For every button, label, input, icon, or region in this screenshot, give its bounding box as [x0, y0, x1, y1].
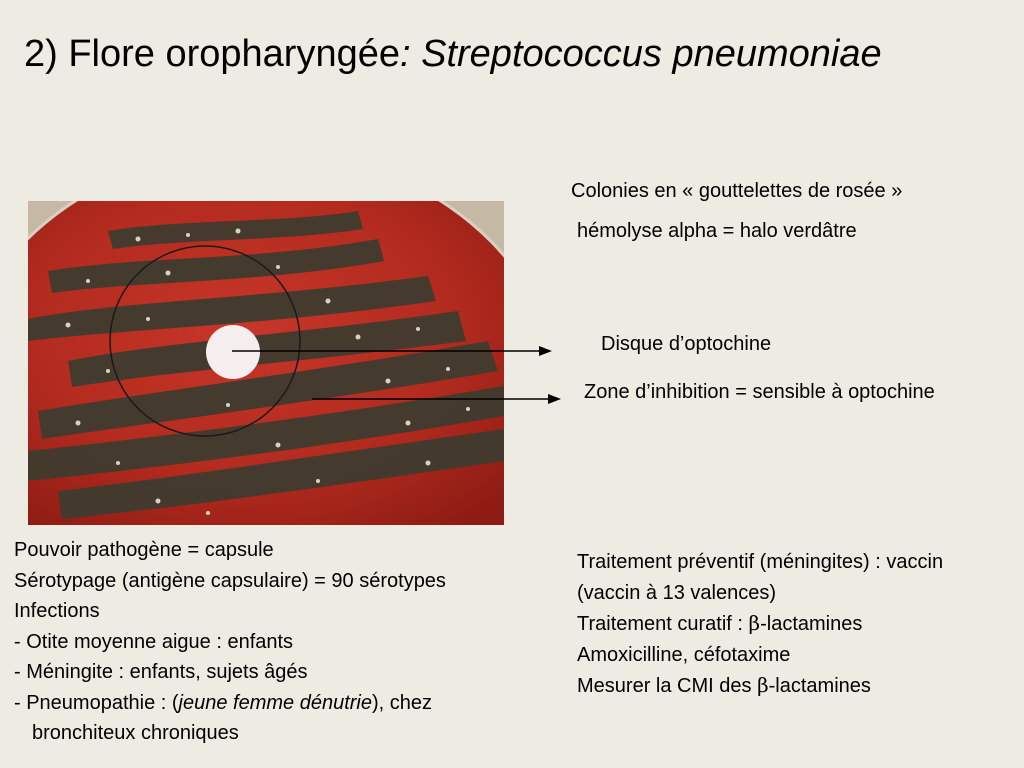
inhibition-annotation: Zone d’inhibition = sensible à optochine	[584, 381, 935, 403]
left-line-2: Sérotypage (antigène capsulaire) = 90 sérotypes	[14, 569, 446, 592]
right-line-1: Traitement préventif (méningites) : vaccin	[577, 551, 944, 573]
arrow-disk-head	[539, 346, 552, 356]
right-line-5-post: -lactamines	[768, 675, 871, 697]
left-line-6	[14, 688, 446, 719]
right-line-2: (vaccin à 13 valences)	[577, 581, 776, 604]
right-line-3	[577, 608, 943, 640]
treatment-text-block	[577, 547, 943, 702]
blood-agar-plate-photo	[28, 201, 504, 525]
left-line-5: - Méningite : enfants, sujets âgés	[14, 661, 308, 683]
left-line-6-italic: jeune femme dénutrie	[178, 691, 372, 714]
colonies-annotation: Colonies en « gouttelettes de rosée »	[571, 180, 903, 202]
hemolysis-annotation: hémolyse alpha = halo verdâtre	[577, 220, 857, 242]
pathogenicity-text-block	[14, 535, 446, 749]
left-line-3: Infections	[14, 600, 100, 622]
arrow-inhibition-head	[548, 394, 561, 404]
title-species: : Streptococcus pneumoniae	[400, 33, 882, 75]
right-line-4: Amoxicilline, céfotaxime	[577, 643, 791, 666]
right-line-5-pre: Mesurer la CMI des	[577, 675, 758, 697]
right-line-5	[577, 670, 943, 702]
left-line-6-pre: - Pneumopathie : (	[14, 691, 179, 714]
left-line-7: bronchiteux chroniques	[32, 722, 239, 744]
right-line-3-pre: Traitement curatif :	[577, 613, 749, 635]
title-prefix: 2) Flore oropharyngée	[24, 33, 400, 75]
right-line-3-post: -lactamines	[760, 613, 863, 635]
left-line-1: Pouvoir pathogène = capsule	[14, 539, 274, 561]
left-line-6-post: ), chez	[371, 691, 433, 714]
disk-annotation: Disque d’optochine	[601, 333, 772, 355]
left-line-4: - Otite moyenne aigue : enfants	[14, 630, 294, 653]
beta-symbol: β	[757, 673, 769, 697]
beta-symbol: β	[748, 611, 761, 635]
page-title	[24, 30, 882, 78]
optochin-disk	[206, 325, 260, 379]
